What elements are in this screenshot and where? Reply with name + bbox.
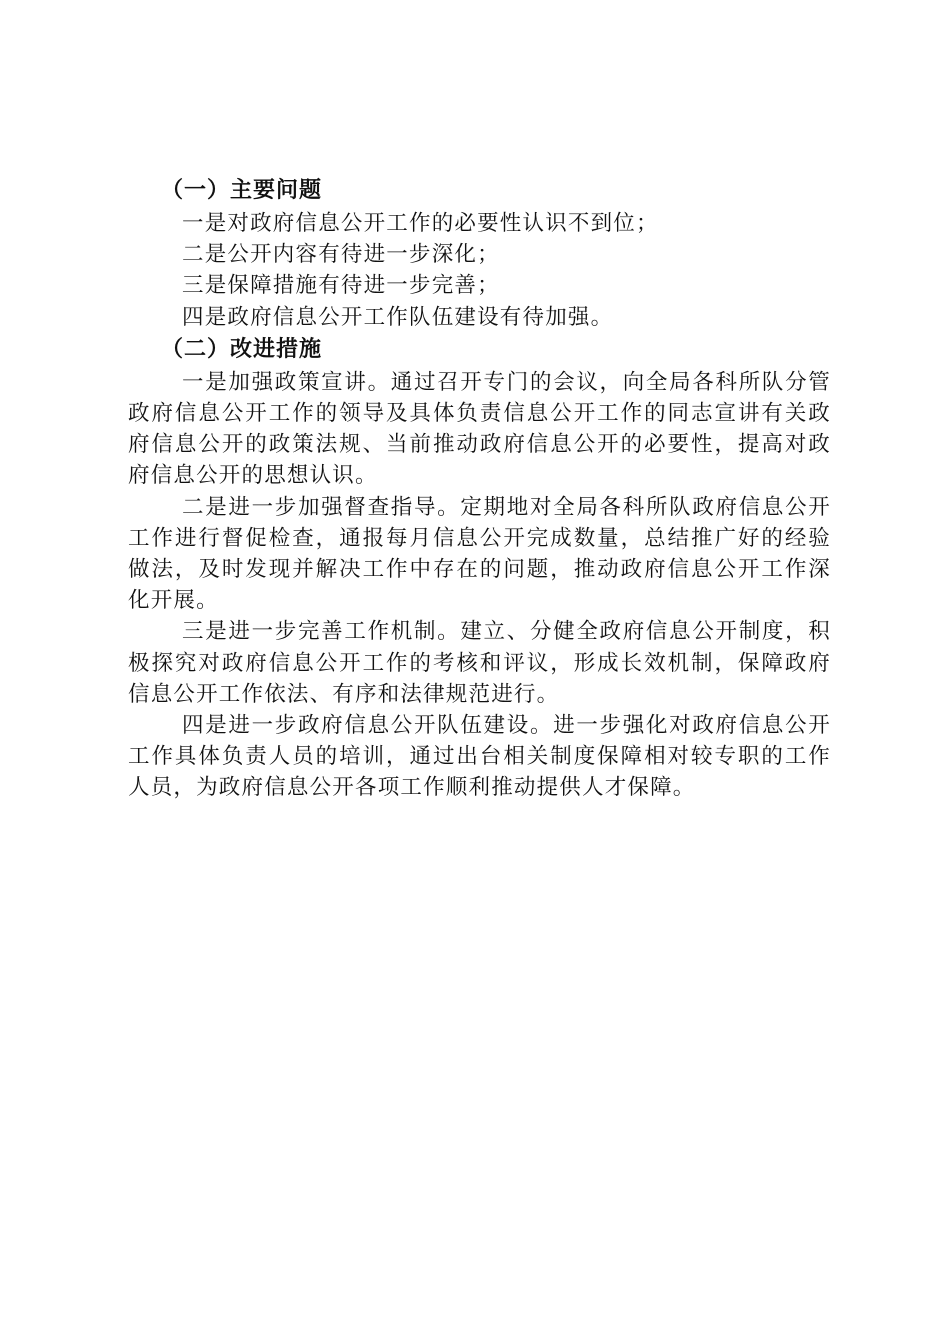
improvement-paragraph-2: 二是进一步加强督查指导。定期地对全局各科所队政府信息公开工作进行督促检查，通报每月信息公开完成数量，总结推广好的经验做法，及时发现并解决工作中存在的问题，推动政府信息公开工作深化开展。 (128, 494, 831, 614)
document-body (128, 174, 831, 804)
improvement-paragraph-4: 四是进一步政府信息公开队伍建设。进一步强化对政府信息公开工作具体负责人员的培训，通过出台相关制度保障相对较专职的工作人员，为政府信息公开各项工作顺利推动提供人才保障。 (128, 713, 831, 801)
section-heading-improvements: （二）改进措施 (161, 336, 323, 362)
problem-item-3: 三是保障措施有待进一步完善； (182, 273, 500, 299)
improvement-paragraph-1: 一是加强政策宣讲。通过召开专门的会议，向全局各科所队分管政府信息公开工作的领导及具体负责信息公开工作的同志宣讲有关政府信息公开的政策法规、当前推动政府信息公开的必要性，提高对政府信息公开的思想认识。 (128, 369, 831, 489)
section-heading-main-problems: （一）主要问题 (161, 178, 323, 203)
improvement-paragraph-3: 三是进一步完善工作机制。建立、分健全政府信息公开制度，积极探究对政府信息公开工作的考核和评议，形成长效机制，保障政府信息公开工作依法、有序和法律规范进行。 (128, 619, 831, 707)
problem-item-2: 二是公开内容有待进一步深化； (182, 242, 500, 268)
problem-item-1: 一是对政府信息公开工作的必要性认识不到位； (182, 211, 659, 236)
problem-item-4: 四是政府信息公开工作队伍建设有待加强。 (182, 304, 614, 330)
